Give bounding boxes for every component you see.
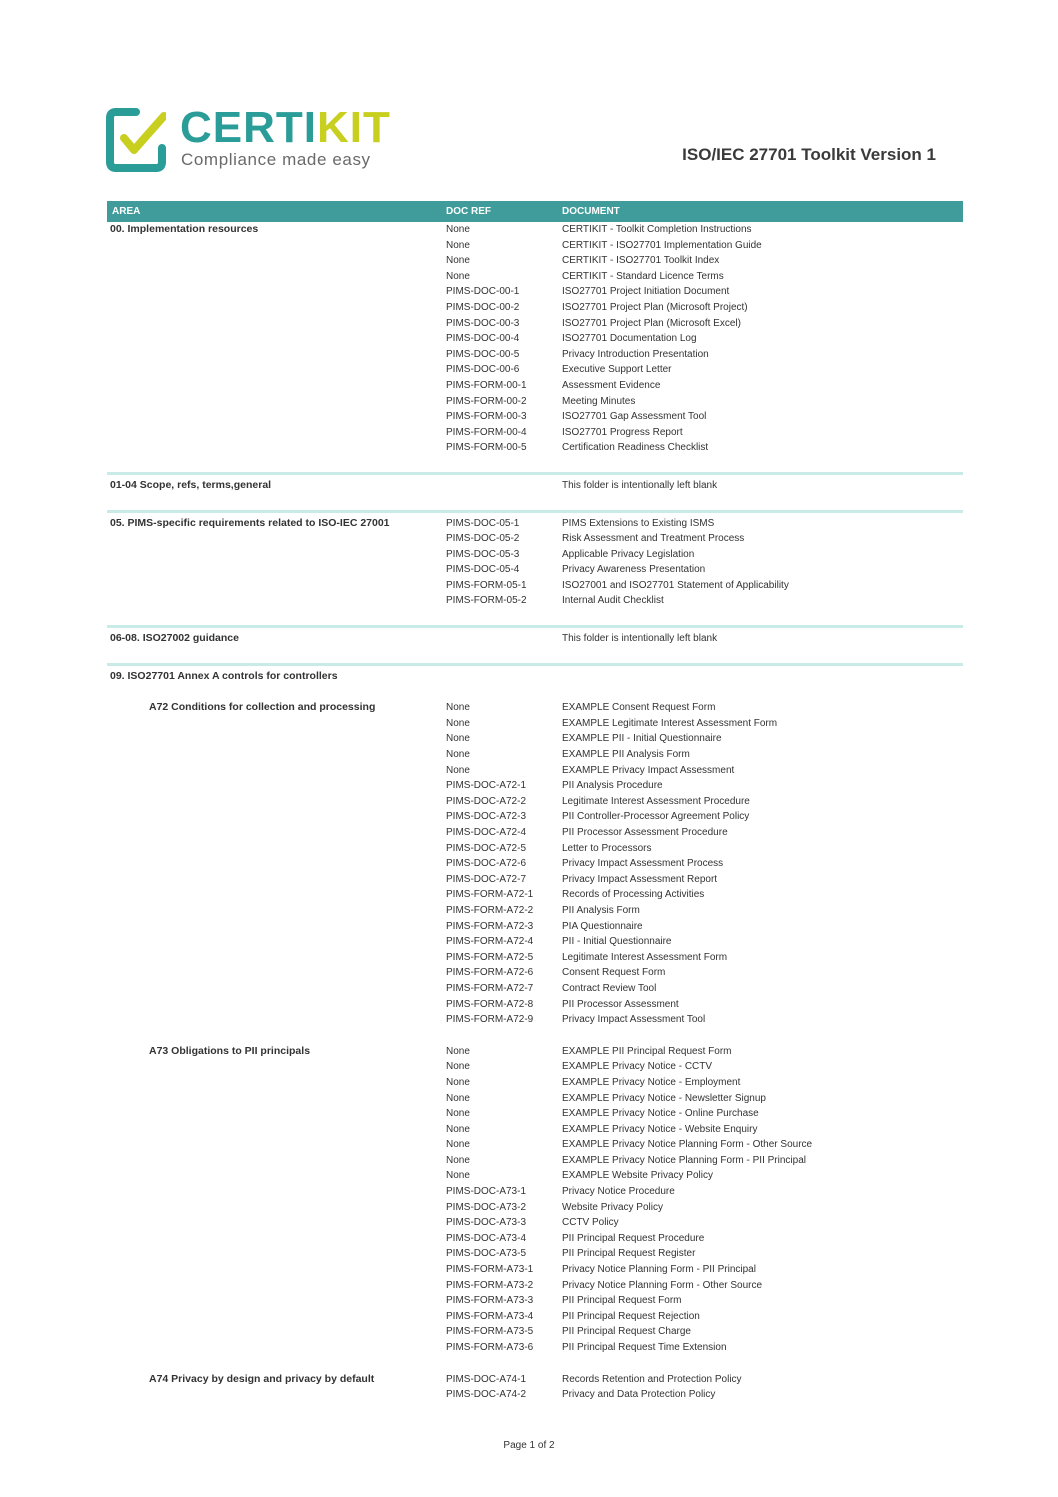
table-row bbox=[107, 1309, 963, 1325]
section-rows bbox=[107, 478, 963, 494]
table-row bbox=[107, 562, 963, 578]
doc-ref-cell: PIMS-FORM-A72-7 bbox=[446, 982, 534, 994]
document-cell: This folder is intentionally left blank bbox=[562, 633, 718, 645]
table-row bbox=[107, 825, 963, 841]
document-cell: Legitimate Interest Assessment Form bbox=[562, 951, 728, 963]
doc-ref-cell: PIMS-FORM-A72-4 bbox=[446, 936, 534, 948]
doc-ref-cell: None bbox=[446, 733, 470, 745]
document-cell: PIA Questionnaire bbox=[562, 920, 643, 932]
doc-ref-cell: PIMS-DOC-A74-2 bbox=[446, 1389, 527, 1401]
table-row bbox=[107, 919, 963, 935]
doc-ref-cell: PIMS-FORM-A72-3 bbox=[446, 920, 534, 932]
doc-ref-cell: PIMS-FORM-05-1 bbox=[446, 579, 527, 591]
table-row bbox=[107, 965, 963, 981]
document-cell: ISO27701 Project Plan (Microsoft Project) bbox=[562, 301, 748, 313]
doc-ref-cell: PIMS-DOC-05-2 bbox=[446, 533, 520, 545]
table-row bbox=[107, 1137, 963, 1153]
document-cell: Letter to Processors bbox=[562, 842, 652, 854]
document-cell: PII Analysis Form bbox=[562, 904, 640, 916]
table-row bbox=[107, 593, 963, 609]
document-cell: Privacy Impact Assessment Process bbox=[562, 858, 724, 870]
document-cell: EXAMPLE Website Privacy Policy bbox=[562, 1170, 713, 1182]
document-cell: Privacy Notice Planning Form - Other Source bbox=[562, 1279, 763, 1291]
doc-ref-cell: PIMS-DOC-A72-2 bbox=[446, 795, 527, 807]
document-cell: PII Controller-Processor Agreement Policy bbox=[562, 811, 750, 823]
table-row bbox=[107, 1324, 963, 1340]
table-row bbox=[107, 394, 963, 410]
doc-ref-cell: PIMS-FORM-00-4 bbox=[446, 426, 527, 438]
doc-ref-cell: None bbox=[446, 1154, 470, 1166]
document-cell: EXAMPLE Legitimate Interest Assessment Form bbox=[562, 717, 778, 729]
doc-ref-cell: PIMS-FORM-00-2 bbox=[446, 395, 527, 407]
doc-ref-cell: PIMS-DOC-00-5 bbox=[446, 348, 520, 360]
row-spacer bbox=[107, 1356, 963, 1372]
document-cell: EXAMPLE Privacy Notice - Website Enquiry bbox=[562, 1123, 758, 1135]
row-spacer bbox=[107, 609, 963, 625]
doc-ref-cell: PIMS-DOC-A73-4 bbox=[446, 1232, 527, 1244]
document-cell: ISO27001 and ISO27701 Statement of Applicability bbox=[562, 579, 789, 591]
document-cell: EXAMPLE Privacy Notice - Online Purchase bbox=[562, 1108, 759, 1120]
subsection-label: A73 Obligations to PII principals bbox=[149, 1044, 311, 1057]
table-row bbox=[107, 856, 963, 872]
table-row bbox=[107, 425, 963, 441]
table-row bbox=[107, 547, 963, 563]
doc-ref-cell: None bbox=[446, 717, 470, 729]
document-cell: EXAMPLE Consent Request Form bbox=[562, 702, 716, 714]
doc-ref-cell: PIMS-DOC-00-3 bbox=[446, 317, 520, 329]
doc-ref-cell: PIMS-FORM-A73-2 bbox=[446, 1279, 534, 1291]
doc-ref-cell: PIMS-DOC-A72-7 bbox=[446, 873, 527, 885]
document-cell: EXAMPLE PII Analysis Form bbox=[562, 749, 690, 761]
doc-ref-cell: None bbox=[446, 255, 470, 267]
table-row bbox=[107, 950, 963, 966]
document-cell: PII Principal Request Procedure bbox=[562, 1232, 705, 1244]
document-cell: Privacy Impact Assessment Tool bbox=[562, 1014, 706, 1026]
document-cell: EXAMPLE PII Principal Request Form bbox=[562, 1045, 732, 1057]
table-row bbox=[107, 478, 963, 494]
document-cell: PII Principal Request Time Extension bbox=[562, 1342, 727, 1353]
table-body bbox=[107, 222, 963, 1403]
table-header bbox=[107, 201, 963, 222]
table-row bbox=[107, 253, 963, 269]
doc-ref-cell: PIMS-DOC-A72-5 bbox=[446, 842, 527, 854]
document-cell: EXAMPLE Privacy Notice - Newsletter Signup bbox=[562, 1092, 766, 1104]
table-row bbox=[107, 409, 963, 425]
certikit-logo bbox=[106, 103, 391, 178]
document-cell: PII Principal Request Form bbox=[562, 1295, 682, 1307]
document-cell: This folder is intentionally left blank bbox=[562, 479, 718, 491]
table-row bbox=[107, 331, 963, 347]
table-row bbox=[107, 778, 963, 794]
doc-ref-cell: PIMS-DOC-A72-6 bbox=[446, 858, 527, 870]
table-row bbox=[107, 1278, 963, 1294]
table-row bbox=[107, 1153, 963, 1169]
table-row bbox=[107, 669, 963, 685]
doc-ref-cell: PIMS-DOC-A73-3 bbox=[446, 1217, 527, 1229]
table-row bbox=[107, 222, 963, 238]
table-row bbox=[107, 1215, 963, 1231]
doc-ref-cell: PIMS-FORM-A73-3 bbox=[446, 1295, 534, 1307]
document-cell: PII Processor Assessment bbox=[562, 998, 679, 1010]
table-row bbox=[107, 872, 963, 888]
row-spacer bbox=[107, 684, 963, 700]
row-spacer bbox=[107, 456, 963, 472]
document-cell: Risk Assessment and Treatment Process bbox=[562, 533, 745, 545]
doc-ref-cell: PIMS-FORM-00-5 bbox=[446, 442, 527, 454]
doc-ref-cell: None bbox=[446, 1139, 470, 1151]
document-cell: CERTIKIT - Toolkit Completion Instructions bbox=[562, 224, 752, 235]
table-row bbox=[107, 809, 963, 825]
header-area: AREA bbox=[112, 206, 141, 217]
table-section bbox=[107, 510, 963, 626]
table-row bbox=[107, 997, 963, 1013]
table-row bbox=[107, 531, 963, 547]
table-row bbox=[107, 347, 963, 363]
doc-ref-cell: None bbox=[446, 1092, 470, 1104]
row-spacer bbox=[107, 494, 963, 510]
header-document: DOCUMENT bbox=[562, 206, 620, 217]
header-doc-ref: DOC REF bbox=[446, 206, 491, 217]
table-row bbox=[107, 1372, 963, 1388]
doc-ref-cell: PIMS-FORM-A73-1 bbox=[446, 1264, 534, 1276]
subsection-rows bbox=[107, 1372, 963, 1403]
logo-wordmark: CERTIKIT bbox=[180, 103, 391, 152]
table-row bbox=[107, 1387, 963, 1403]
doc-ref-cell: PIMS-DOC-A72-3 bbox=[446, 811, 527, 823]
table-row bbox=[107, 362, 963, 378]
doc-ref-cell: PIMS-FORM-00-1 bbox=[446, 379, 527, 391]
document-cell: PII Processor Assessment Procedure bbox=[562, 827, 728, 838]
document-cell: Privacy Introduction Presentation bbox=[562, 348, 709, 360]
doc-ref-cell: PIMS-FORM-A72-6 bbox=[446, 967, 534, 979]
doc-ref-cell: None bbox=[446, 224, 470, 235]
document-cell: ISO27701 Project Plan (Microsoft Excel) bbox=[562, 317, 741, 329]
document-cell: CERTIKIT - Standard Licence Terms bbox=[562, 270, 724, 282]
doc-ref-cell: PIMS-DOC-00-2 bbox=[446, 301, 520, 313]
doc-ref-cell: None bbox=[446, 702, 470, 714]
document-cell: EXAMPLE Privacy Notice - Employment bbox=[562, 1076, 741, 1088]
document-cell: Assessment Evidence bbox=[562, 379, 661, 391]
doc-ref-cell: PIMS-DOC-05-4 bbox=[446, 564, 520, 576]
table-section bbox=[107, 625, 963, 663]
document-cell: Executive Support Letter bbox=[562, 364, 672, 376]
document-cell: ISO27701 Progress Report bbox=[562, 426, 683, 438]
logo-tagline: Compliance made easy bbox=[181, 150, 371, 169]
document-cell: Internal Audit Checklist bbox=[562, 595, 664, 607]
doc-ref-cell: PIMS-DOC-00-6 bbox=[446, 364, 520, 376]
doc-ref-cell: PIMS-FORM-A73-4 bbox=[446, 1310, 534, 1322]
document-cell: EXAMPLE Privacy Notice Planning Form - PII Principal bbox=[562, 1154, 806, 1166]
row-spacer bbox=[107, 1028, 963, 1044]
document-cell: Privacy and Data Protection Policy bbox=[562, 1389, 716, 1401]
document-cell: CCTV Policy bbox=[562, 1217, 619, 1229]
doc-ref-cell: PIMS-DOC-05-3 bbox=[446, 548, 520, 560]
table-row bbox=[107, 747, 963, 763]
table-section bbox=[107, 222, 963, 472]
document-cell: PII Principal Request Register bbox=[562, 1248, 696, 1260]
table-row bbox=[107, 716, 963, 732]
doc-ref-cell: None bbox=[446, 239, 470, 251]
table-row bbox=[107, 1012, 963, 1028]
table-row bbox=[107, 316, 963, 332]
document-cell: ISO27701 Documentation Log bbox=[562, 333, 697, 345]
section-rows bbox=[107, 222, 963, 456]
document-cell: PII - Initial Questionnaire bbox=[562, 936, 672, 948]
document-cell: Records of Processing Activities bbox=[562, 889, 705, 901]
doc-ref-cell: PIMS-DOC-A74-1 bbox=[446, 1373, 527, 1385]
table-section bbox=[107, 472, 963, 510]
doc-ref-cell: None bbox=[446, 1045, 470, 1057]
page-footer: Page 1 of 2 bbox=[503, 1440, 555, 1451]
table-row bbox=[107, 731, 963, 747]
doc-ref-cell: PIMS-DOC-A73-2 bbox=[446, 1201, 527, 1213]
table-row bbox=[107, 1200, 963, 1216]
doc-ref-cell: None bbox=[446, 1076, 470, 1088]
area-label: 09. ISO27701 Annex A controls for controllers bbox=[110, 669, 338, 682]
table-row bbox=[107, 794, 963, 810]
table-row bbox=[107, 763, 963, 779]
doc-ref-cell: None bbox=[446, 1123, 470, 1135]
area-label: 00. Implementation resources bbox=[110, 223, 259, 235]
page-title: ISO/IEC 27701 Toolkit Version 1 bbox=[682, 145, 936, 164]
document-cell: CERTIKIT - ISO27701 Implementation Guide bbox=[562, 239, 762, 251]
document-cell: PIMS Extensions to Existing ISMS bbox=[562, 517, 715, 529]
area-label: 05. PIMS-specific requirements related to ISO-IEC 27001 bbox=[110, 516, 390, 529]
doc-ref-cell: None bbox=[446, 749, 470, 761]
table-row bbox=[107, 269, 963, 285]
doc-ref-cell: None bbox=[446, 1061, 470, 1073]
table-row bbox=[107, 1106, 963, 1122]
table-row bbox=[107, 1262, 963, 1278]
table-row bbox=[107, 1168, 963, 1184]
area-label: 06-08. ISO27002 guidance bbox=[110, 632, 239, 645]
table-row bbox=[107, 1059, 963, 1075]
doc-ref-cell: PIMS-DOC-A72-4 bbox=[446, 827, 527, 838]
document-cell: Consent Request Form bbox=[562, 967, 666, 979]
doc-ref-cell: PIMS-DOC-00-1 bbox=[446, 286, 520, 298]
document-cell: Applicable Privacy Legislation bbox=[562, 548, 695, 560]
toolkit-table bbox=[107, 201, 963, 1403]
document-cell: Meeting Minutes bbox=[562, 395, 636, 407]
table-row bbox=[107, 1044, 963, 1060]
table-row bbox=[107, 700, 963, 716]
doc-ref-cell: PIMS-DOC-A73-1 bbox=[446, 1186, 527, 1198]
table-row bbox=[107, 887, 963, 903]
document-cell: Contract Review Tool bbox=[562, 982, 657, 994]
table-row bbox=[107, 1340, 963, 1356]
document-cell: Certification Readiness Checklist bbox=[562, 442, 709, 454]
table-row bbox=[107, 578, 963, 594]
table-row bbox=[107, 516, 963, 532]
row-spacer bbox=[107, 647, 963, 663]
table-row bbox=[107, 1293, 963, 1309]
doc-ref-cell: PIMS-FORM-A73-5 bbox=[446, 1326, 534, 1338]
table-row bbox=[107, 1122, 963, 1138]
doc-ref-cell: PIMS-FORM-05-2 bbox=[446, 595, 527, 607]
doc-ref-cell: PIMS-FORM-A73-6 bbox=[446, 1342, 534, 1353]
subsection-label: A74 Privacy by design and privacy by default bbox=[149, 1372, 375, 1385]
doc-ref-cell: None bbox=[446, 764, 470, 776]
document-cell: Privacy Impact Assessment Report bbox=[562, 873, 718, 885]
document-cell: EXAMPLE Privacy Impact Assessment bbox=[562, 764, 735, 776]
doc-ref-cell: PIMS-DOC-A73-5 bbox=[446, 1248, 527, 1260]
doc-ref-cell: None bbox=[446, 270, 470, 282]
doc-ref-cell: PIMS-DOC-05-1 bbox=[446, 517, 520, 529]
subsection-rows bbox=[107, 700, 963, 1027]
doc-ref-cell: PIMS-FORM-A72-2 bbox=[446, 904, 534, 916]
section-rows bbox=[107, 516, 963, 610]
document-cell: CERTIKIT - ISO27701 Toolkit Index bbox=[562, 255, 720, 267]
table-row bbox=[107, 284, 963, 300]
table-row bbox=[107, 934, 963, 950]
table-row bbox=[107, 440, 963, 456]
document-cell: Privacy Notice Procedure bbox=[562, 1186, 675, 1198]
subsection-rows bbox=[107, 1044, 963, 1356]
checkbox-logo-icon bbox=[106, 108, 166, 172]
doc-ref-cell: PIMS-FORM-A72-5 bbox=[446, 951, 534, 963]
table-row bbox=[107, 631, 963, 647]
doc-ref-cell: PIMS-FORM-A72-1 bbox=[446, 889, 534, 901]
table-section bbox=[107, 663, 963, 1403]
document-cell: EXAMPLE Privacy Notice Planning Form - Other Source bbox=[562, 1139, 813, 1151]
table-row bbox=[107, 1231, 963, 1247]
doc-ref-cell: None bbox=[446, 1170, 470, 1182]
document-cell: Website Privacy Policy bbox=[562, 1201, 663, 1213]
document-cell: PII Principal Request Rejection bbox=[562, 1310, 700, 1322]
document-cell: Records Retention and Protection Policy bbox=[562, 1373, 742, 1385]
table-row bbox=[107, 1075, 963, 1091]
table-row bbox=[107, 1091, 963, 1107]
subsection-label: A72 Conditions for collection and processing bbox=[149, 701, 376, 714]
table-row bbox=[107, 300, 963, 316]
document-cell: EXAMPLE PII - Initial Questionnaire bbox=[562, 733, 722, 745]
document-cell: ISO27701 Project Initiation Document bbox=[562, 286, 730, 298]
document-cell: Privacy Notice Planning Form - PII Principal bbox=[562, 1264, 756, 1276]
document-cell: ISO27701 Gap Assessment Tool bbox=[562, 411, 707, 423]
table-row bbox=[107, 903, 963, 919]
section-rows bbox=[107, 631, 963, 647]
document-cell: Legitimate Interest Assessment Procedure bbox=[562, 795, 750, 807]
document-cell: PII Analysis Procedure bbox=[562, 780, 663, 792]
document-cell: Privacy Awareness Presentation bbox=[562, 564, 706, 576]
area-label: 01-04 Scope, refs, terms,general bbox=[110, 478, 272, 491]
doc-ref-cell: PIMS-DOC-A72-1 bbox=[446, 780, 527, 792]
document-cell: PII Principal Request Charge bbox=[562, 1326, 691, 1338]
table-row bbox=[107, 841, 963, 857]
doc-ref-cell: PIMS-FORM-00-3 bbox=[446, 411, 527, 423]
table-row bbox=[107, 981, 963, 997]
table-row bbox=[107, 238, 963, 254]
doc-ref-cell: None bbox=[446, 1108, 470, 1120]
table-row bbox=[107, 1184, 963, 1200]
table-row bbox=[107, 378, 963, 394]
doc-ref-cell: PIMS-FORM-A72-8 bbox=[446, 998, 534, 1010]
doc-ref-cell: PIMS-DOC-00-4 bbox=[446, 333, 520, 345]
document-cell: EXAMPLE Privacy Notice - CCTV bbox=[562, 1061, 713, 1073]
doc-ref-cell: PIMS-FORM-A72-9 bbox=[446, 1014, 534, 1026]
table-row bbox=[107, 1246, 963, 1262]
